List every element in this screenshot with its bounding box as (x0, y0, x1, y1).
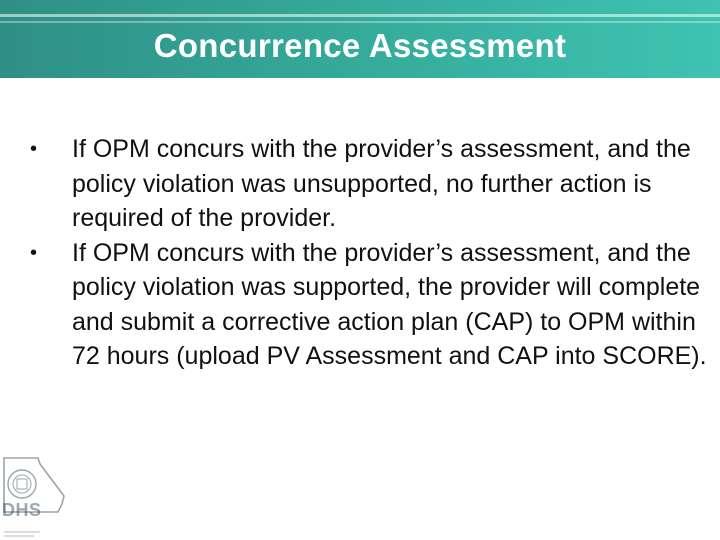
banner-stripe (0, 14, 720, 17)
bullet-list (30, 132, 710, 374)
bullet-dot-icon: • (30, 241, 38, 264)
title-banner (0, 0, 720, 78)
dhs-logo-text: DHS (2, 500, 42, 520)
bullet-text: If OPM concurs with the provider’s assessment, and the policy violation was unsupported, no further action is required of the provider. (72, 135, 691, 232)
georgia-dhs-logo-icon (0, 454, 80, 540)
bullet-item (30, 132, 710, 236)
bullet-dot-icon: • (30, 138, 38, 160)
bullet-item (30, 236, 710, 374)
bullet-text: If OPM concurs with the provider’s assessment, and the policy violation was supported, the provider will complete and submit a corrective action plan (CAP) to OPM within 72 hours (upload PV Assessment and CAP into SCORE). (72, 238, 707, 370)
slide-title: Concurrence Assessment (153, 27, 567, 64)
